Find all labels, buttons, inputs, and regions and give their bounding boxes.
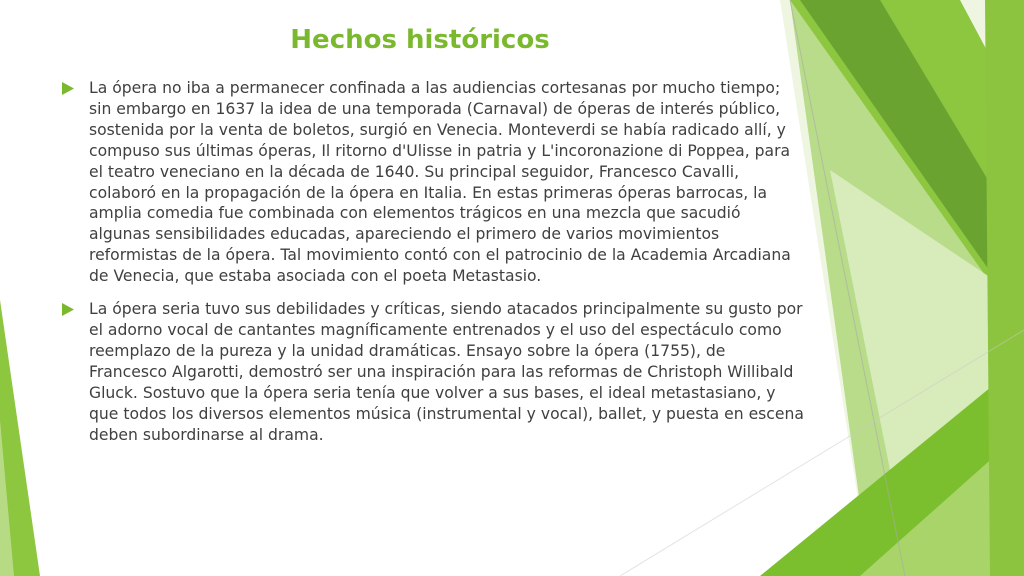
bullet-item: [58, 299, 806, 445]
bullet-list: [58, 78, 806, 457]
decor-facet-right-edge: [985, 0, 1024, 576]
triangle-bullet-icon: [62, 303, 74, 316]
bullet-text: La ópera no iba a permanecer confinada a las audiencias cortesanas por mucho tiempo; sin embargo en 1637 la idea de una temporada (Carnaval) de óperas de interés público, sostenida por la venta de boletos, surgió en Venecia. Monteverdi se había radicado allí, y compuso sus últimas óperas, Il ritorno d'Ulisse in patria y L'incoronazione di Poppea, para el teatro veneciano en la década de 1640. Su principal seguidor, Francesco Cavalli, colaboró en la propagación de la ópera en Italia. En estas primeras óperas barrocas, la amplia comedia fue combinada con elementos trágicos en una mezcla que sacudió algunas sensibilidades educadas, apareciendo el primero de varios movimientos reformistas de la ópera. Tal movimiento contó con el patrocinio de la Academia Arcadiana de Venecia, que estaba asociada con el poeta Metastasio.: [89, 79, 791, 286]
bullet-item: [58, 78, 806, 287]
slide-title: Hechos históricos: [290, 25, 550, 55]
bullet-text: La ópera seria tuvo sus debilidades y críticas, siendo atacados principalmente su gusto por el adorno vocal de cantantes magníficamente entrenados y el uso del espectáculo como reemplazo de la pureza y la unidad dramáticas. Ensayo sobre la ópera (1755), de Francesco Algarotti, demostró ser una inspiración para las reformas de Christoph Willibald Gluck. Sostuvo que la ópera seria tenía que volver a sus bases, el ideal metastasiano, y que todos los diversos elementos música (instrumental y vocal), ballet, y puesta en escena deben subordinarse al drama.: [89, 300, 804, 444]
triangle-bullet-icon: [62, 82, 74, 95]
